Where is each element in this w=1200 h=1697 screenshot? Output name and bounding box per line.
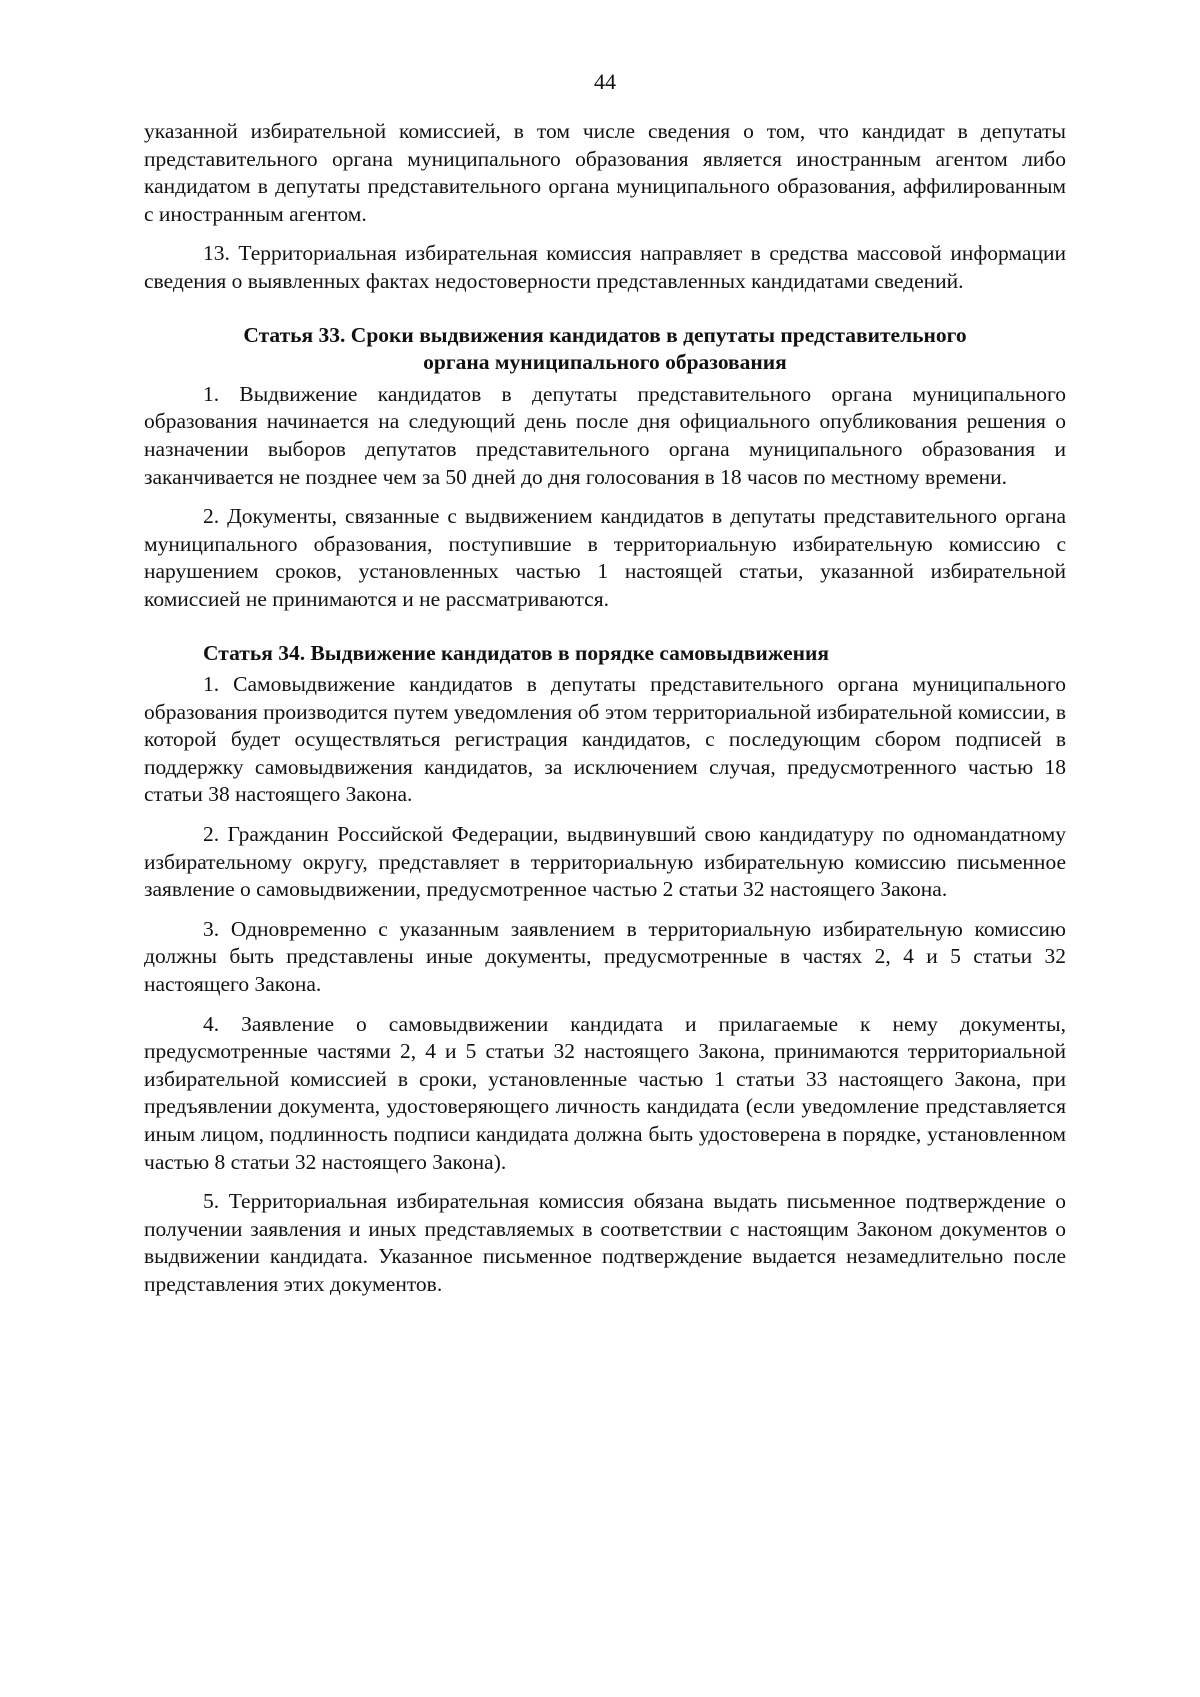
document-page xyxy=(144,68,1066,1311)
article-34-paragraph-4: 4. Заявление о самовыдвижении кандидата и прилагаемые к нему документы, предусмотренные частями 2, 4 и 5 статьи 32 настоящего Закона, принимаются территориальной избирательной комиссией в сроки, установленные частью 1 статьи 33 настоящего Закона, при предъявлении документа, удостоверяющего личность кандидата (если уведомление представляется иным лицом, подлинность подписи кандидата должна быть удостоверена в порядке, установленном частью 8 статьи 32 настоящего Закона). xyxy=(144,1011,1066,1174)
article-33-heading-line1: Статья 33. Сроки выдвижения кандидатов в депутаты представительного xyxy=(243,322,967,347)
article-34-heading: Статья 34. Выдвижение кандидатов в порядке самовыдвижения xyxy=(203,640,830,665)
article-34-paragraph-2: 2. Гражданин Российской Федерации, выдвинувший свою кандидатуру по одномандатному избирательному округу, представляет в территориальную избирательную комиссию письменное заявление о самовыдвижении, предусмотренное частью 2 статьи 32 настоящего Закона. xyxy=(144,822,1066,902)
article-34-paragraph-5: 5. Территориальная избирательная комиссия обязана выдать письменное подтверждение о получении заявления и иных представляемых в соответствии с настоящим Законом документов о выдвижении кандидата. Указанное письменное подтверждение выдается незамедлительно после представления этих документов. xyxy=(144,1189,1066,1296)
article-33-heading xyxy=(144,322,1066,377)
article-33-heading-line2: органа муниципального образования xyxy=(423,350,787,375)
article-34-paragraph-1: 1. Самовыдвижение кандидатов в депутаты представительного органа муниципального образования производится путем уведомления об этом территориальной избирательной комиссии, в которой будет осуществляться регистрация кандидатов, с последующим сбором подписей в поддержку самовыдвижения кандидатов, за исключением случая, предусмотренного частью 18 статьи 38 настоящего Закона. xyxy=(144,672,1066,807)
article-33-paragraph-2: 2. Документы, связанные с выдвижением кандидатов в депутаты представительного органа муниципального образования, поступившие в территориальную избирательную комиссию с нарушением сроков, установленных частью 1 настоящей статьи, указанной избирательной комиссией не принимаются и не рассматриваются. xyxy=(144,504,1066,611)
intro-paragraph: указанной избирательной комиссией, в том числе сведения о том, что кандидат в депутаты представительного органа муниципального образования является иностранным агентом либо кандидатом в депутаты представительного органа муниципального образования, аффилированным с иностранным агентом. xyxy=(144,119,1066,226)
page-number: 44 xyxy=(594,69,616,94)
article-33-paragraph-1: 1. Выдвижение кандидатов в депутаты представительного органа муниципального образования начинается на следующий день после дня официального опубликования решения о назначении выборов депутатов представительного органа муниципального образования и заканчивается не позднее чем за 50 дней до дня голосования в 18 часов по местному времени. xyxy=(144,381,1066,489)
article-34-paragraph-3: 3. Одновременно с указанным заявлением в территориальную избирательную комиссию должны быть представлены иные документы, предусмотренные в частях 2, 4 и 5 статьи 32 настоящего Закона. xyxy=(144,916,1066,997)
item-13-paragraph: 13. Территориальная избирательная комиссия направляет в средства массовой информации сведения о выявленных фактах недостоверности представленных кандидатами сведений. xyxy=(144,241,1066,293)
